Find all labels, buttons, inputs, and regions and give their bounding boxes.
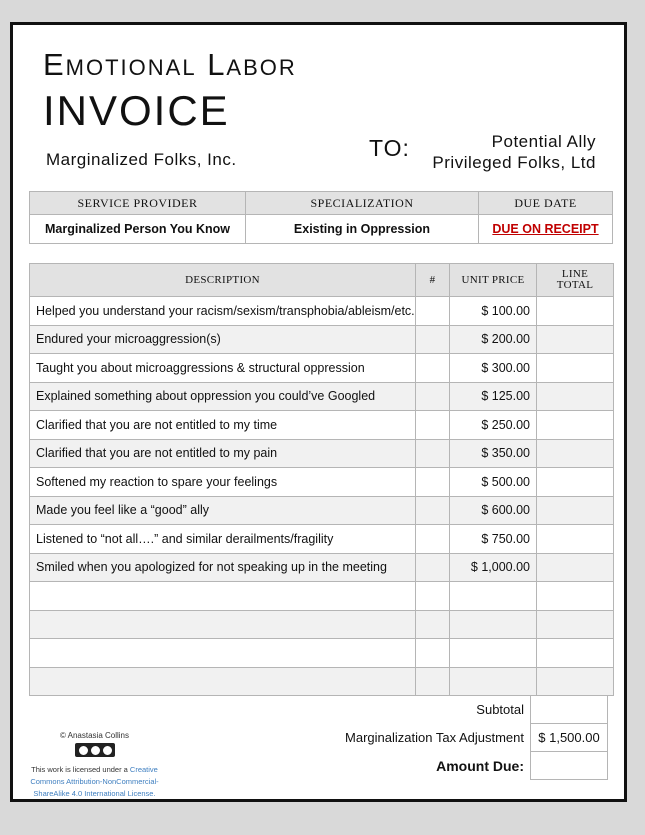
line-item-unit-price <box>450 667 537 696</box>
license-link[interactable]: Creative Commons Attribution-NonCommercial-ShareAlike 4.0 International License. <box>30 765 159 798</box>
service-info-table <box>29 191 613 244</box>
line-item-description: Explained something about oppression you could’ve Googled <box>30 382 416 411</box>
service-provider-value: Marginalized Person You Know <box>30 215 246 244</box>
line-item-unit-price: $ 125.00 <box>450 382 537 411</box>
line-item-row <box>30 496 614 525</box>
line-total-header-line1: LINE <box>561 268 589 280</box>
line-item-total <box>537 439 614 468</box>
license-text <box>27 764 162 800</box>
service-info-value-row <box>30 215 613 244</box>
line-item-row <box>30 382 614 411</box>
line-item-description: Listened to “not all….” and similar derailments/fragility <box>30 525 416 554</box>
due-date-link: DUE ON RECEIPT <box>492 222 599 236</box>
line-item-quantity <box>416 325 450 354</box>
subtotal-label: Subtotal <box>476 702 524 717</box>
line-item-unit-price: $ 200.00 <box>450 325 537 354</box>
unit-price-header: UNIT PRICE <box>450 264 537 297</box>
line-item-row <box>30 610 614 639</box>
line-item-row <box>30 468 614 497</box>
line-total-header-line2: TOTAL <box>556 279 594 291</box>
amount-due-value <box>531 752 608 780</box>
from-company: Marginalized Folks, Inc. <box>46 150 237 169</box>
line-item-total <box>537 297 614 326</box>
invoice-page <box>10 22 627 802</box>
line-item-total <box>537 553 614 582</box>
line-item-row <box>30 639 614 668</box>
line-item-total <box>537 582 614 611</box>
creative-commons-badge-icon <box>75 743 115 757</box>
recipient-line1: Potential Ally <box>491 132 596 151</box>
line-item-quantity <box>416 553 450 582</box>
totals-table <box>345 695 608 780</box>
line-item-quantity <box>416 582 450 611</box>
author-credit: © Anastasia Collins <box>59 731 130 740</box>
line-item-description: Clarified that you are not entitled to my pain <box>30 439 416 468</box>
line-item-unit-price: $ 1,000.00 <box>450 553 537 582</box>
line-item-row <box>30 582 614 611</box>
line-item-total <box>537 639 614 668</box>
tax-row <box>345 724 607 752</box>
line-item-total <box>537 382 614 411</box>
line-item-description: Taught you about microaggressions & structural oppression <box>30 354 416 383</box>
line-item-total <box>537 667 614 696</box>
line-item-unit-price: $ 250.00 <box>450 411 537 440</box>
line-item-description <box>30 667 416 696</box>
line-item-unit-price: $ 500.00 <box>450 468 537 497</box>
line-item-unit-price <box>450 582 537 611</box>
line-item-quantity <box>416 639 450 668</box>
line-item-row <box>30 325 614 354</box>
line-item-quantity <box>416 468 450 497</box>
description-header: DESCRIPTION <box>30 264 416 297</box>
specialization-header: SPECIALIZATION <box>246 192 479 215</box>
recipient-line2: Privileged Folks, Ltd <box>432 153 596 172</box>
subtotal-value <box>531 696 608 724</box>
line-item-quantity <box>416 439 450 468</box>
tax-value: $ 1,500.00 <box>531 724 608 752</box>
due-date-header: DUE DATE <box>479 192 613 215</box>
line-item-total <box>537 325 614 354</box>
line-item-quantity <box>416 411 450 440</box>
line-item-unit-price <box>450 610 537 639</box>
line-item-quantity <box>416 496 450 525</box>
line-item-unit-price: $ 350.00 <box>450 439 537 468</box>
specialization-value: Existing in Oppression <box>246 215 479 244</box>
due-date-value <box>479 215 613 244</box>
line-item-quantity <box>416 610 450 639</box>
line-item-total <box>537 468 614 497</box>
line-item-row <box>30 297 614 326</box>
line-item-description <box>30 610 416 639</box>
line-item-row <box>30 667 614 696</box>
service-info-header-row <box>30 192 613 215</box>
line-item-unit-price: $ 300.00 <box>450 354 537 383</box>
quantity-header: # <box>416 264 450 297</box>
line-item-row <box>30 553 614 582</box>
line-item-unit-price: $ 100.00 <box>450 297 537 326</box>
line-item-row <box>30 525 614 554</box>
line-item-total <box>537 525 614 554</box>
line-item-description: Softened my reaction to spare your feelings <box>30 468 416 497</box>
line-item-description: Endured your microaggression(s) <box>30 325 416 354</box>
line-item-quantity <box>416 297 450 326</box>
service-provider-header: SERVICE PROVIDER <box>30 192 246 215</box>
line-item-description <box>30 582 416 611</box>
line-total-header <box>537 264 614 297</box>
invoice-title-line2: INVOICE <box>43 87 230 134</box>
amount-due-label: Amount Due: <box>436 757 524 774</box>
line-item-description <box>30 639 416 668</box>
line-item-description: Smiled when you apologized for not speaking up in the meeting <box>30 553 416 582</box>
line-item-total <box>537 354 614 383</box>
line-item-row <box>30 354 614 383</box>
amount-due-row <box>345 752 607 780</box>
line-item-description: Clarified that you are not entitled to my time <box>30 411 416 440</box>
line-item-unit-price: $ 600.00 <box>450 496 537 525</box>
line-item-unit-price <box>450 639 537 668</box>
line-item-description: Made you feel like a “good” ally <box>30 496 416 525</box>
line-item-quantity <box>416 525 450 554</box>
line-item-quantity <box>416 382 450 411</box>
credit-block <box>27 731 162 800</box>
license-prefix: This work is licensed under a <box>31 765 130 774</box>
subtotal-row <box>345 696 607 724</box>
line-items-header-row <box>30 264 614 297</box>
line-item-row <box>30 439 614 468</box>
line-items-table <box>29 263 614 696</box>
line-item-row <box>30 411 614 440</box>
line-item-unit-price: $ 750.00 <box>450 525 537 554</box>
recipient <box>432 131 596 173</box>
tax-label: Marginalization Tax Adjustment <box>345 730 524 745</box>
line-item-total <box>537 610 614 639</box>
to-label: TO: <box>369 135 410 161</box>
line-item-quantity <box>416 354 450 383</box>
line-item-quantity <box>416 667 450 696</box>
invoice-title-line1: Emotional Labor <box>43 47 297 82</box>
line-item-description: Helped you understand your racism/sexism/transphobia/ableism/etc. <box>30 297 416 326</box>
line-item-total <box>537 411 614 440</box>
line-item-total <box>537 496 614 525</box>
